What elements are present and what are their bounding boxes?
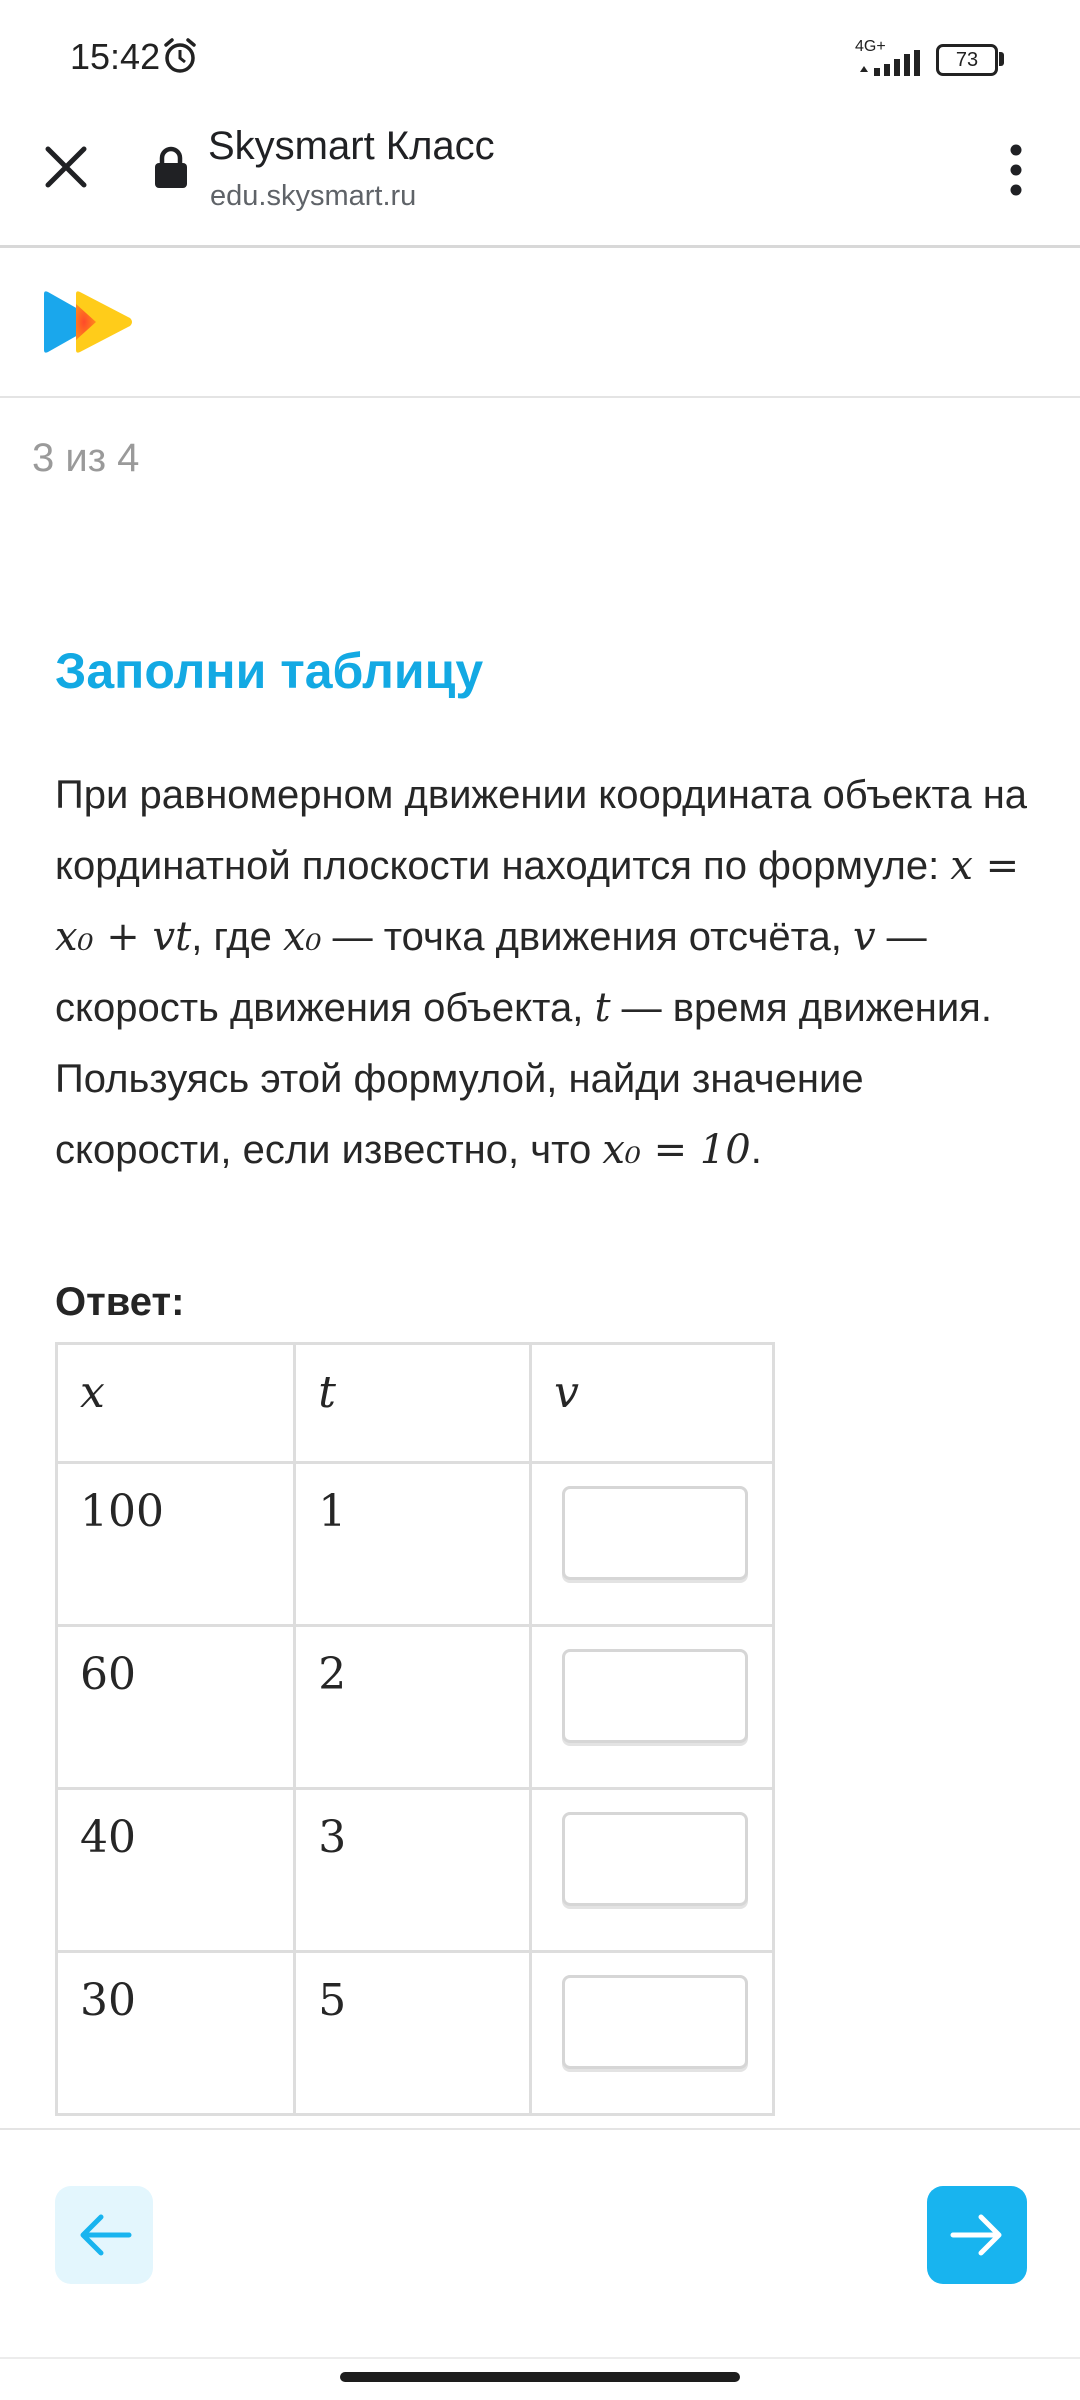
lock-icon xyxy=(153,145,189,189)
answer-label: Ответ: xyxy=(55,1280,185,1324)
close-icon[interactable] xyxy=(44,145,88,189)
header-logo-area xyxy=(0,248,1080,398)
task-progress: 3 из 4 xyxy=(32,436,140,480)
task-description xyxy=(55,760,1045,1186)
cell-x: 100 xyxy=(57,1463,295,1626)
status-time: 15:42 xyxy=(70,36,161,77)
task-title: Заполни таблицу xyxy=(55,643,484,699)
task-text-part: — точка движения отсчёта, xyxy=(321,915,853,959)
velocity-input[interactable] xyxy=(562,1975,748,2069)
table-row xyxy=(57,1463,774,1626)
signal-icon xyxy=(858,50,922,76)
next-button[interactable] xyxy=(927,2186,1027,2284)
status-bar xyxy=(0,0,1080,115)
divider xyxy=(0,2357,1080,2359)
formula: x = x₀ + vt xyxy=(55,843,1020,960)
battery-tip xyxy=(999,52,1004,66)
answer-table xyxy=(55,1342,775,2116)
table-row xyxy=(57,1952,774,2115)
cell-x: 60 xyxy=(57,1626,295,1789)
math-x0: x₀ xyxy=(282,914,322,960)
more-vertical-icon[interactable] xyxy=(1004,143,1028,197)
cell-t: 3 xyxy=(295,1789,531,1952)
home-indicator[interactable] xyxy=(340,2372,740,2382)
task-text-part: При равномерном движении координата объекта на кординатной плоскости находится по формуле: xyxy=(55,773,1028,888)
site-url[interactable]: edu.skysmart.ru xyxy=(210,180,417,212)
alarm-icon xyxy=(160,36,200,76)
cell-v xyxy=(531,1789,774,1952)
velocity-input[interactable] xyxy=(562,1812,748,1906)
cell-t: 2 xyxy=(295,1626,531,1789)
velocity-input[interactable] xyxy=(562,1486,748,1580)
task-text-part: , где xyxy=(191,915,283,959)
back-button[interactable] xyxy=(55,2186,153,2284)
network-label: 4G+ xyxy=(855,38,886,55)
cell-t: 5 xyxy=(295,1952,531,2115)
math-t: t xyxy=(594,985,611,1031)
site-title: Skysmart Класс xyxy=(208,124,495,168)
math-condition: x₀ = 10 xyxy=(602,1127,751,1173)
arrow-left-icon xyxy=(77,2212,133,2258)
column-header-x: x xyxy=(57,1344,295,1463)
table-row xyxy=(57,1789,774,1952)
task-text-part: — скорость движения объекта, xyxy=(55,915,927,1030)
cell-x: 30 xyxy=(57,1952,295,2115)
cell-t: 1 xyxy=(295,1463,531,1626)
table-header-row xyxy=(57,1344,774,1463)
arrow-right-icon xyxy=(949,2212,1005,2258)
task-text-part: . xyxy=(750,1128,762,1172)
column-header-v: v xyxy=(531,1344,774,1463)
velocity-input[interactable] xyxy=(562,1649,748,1743)
table-row xyxy=(57,1626,774,1789)
cell-v xyxy=(531,1952,774,2115)
skysmart-logo-icon[interactable] xyxy=(42,290,134,354)
cell-x: 40 xyxy=(57,1789,295,1952)
column-header-t: t xyxy=(295,1344,531,1463)
cell-v xyxy=(531,1463,774,1626)
footer-navigation xyxy=(0,2128,1080,2360)
math-v: v xyxy=(852,914,876,960)
cell-v xyxy=(531,1626,774,1789)
battery-level: 73 xyxy=(955,49,979,71)
battery-icon xyxy=(936,44,998,76)
task-text-part: — время движения. Пользуясь этой формулой, найди значение скорости, если известно, что xyxy=(55,986,992,1172)
